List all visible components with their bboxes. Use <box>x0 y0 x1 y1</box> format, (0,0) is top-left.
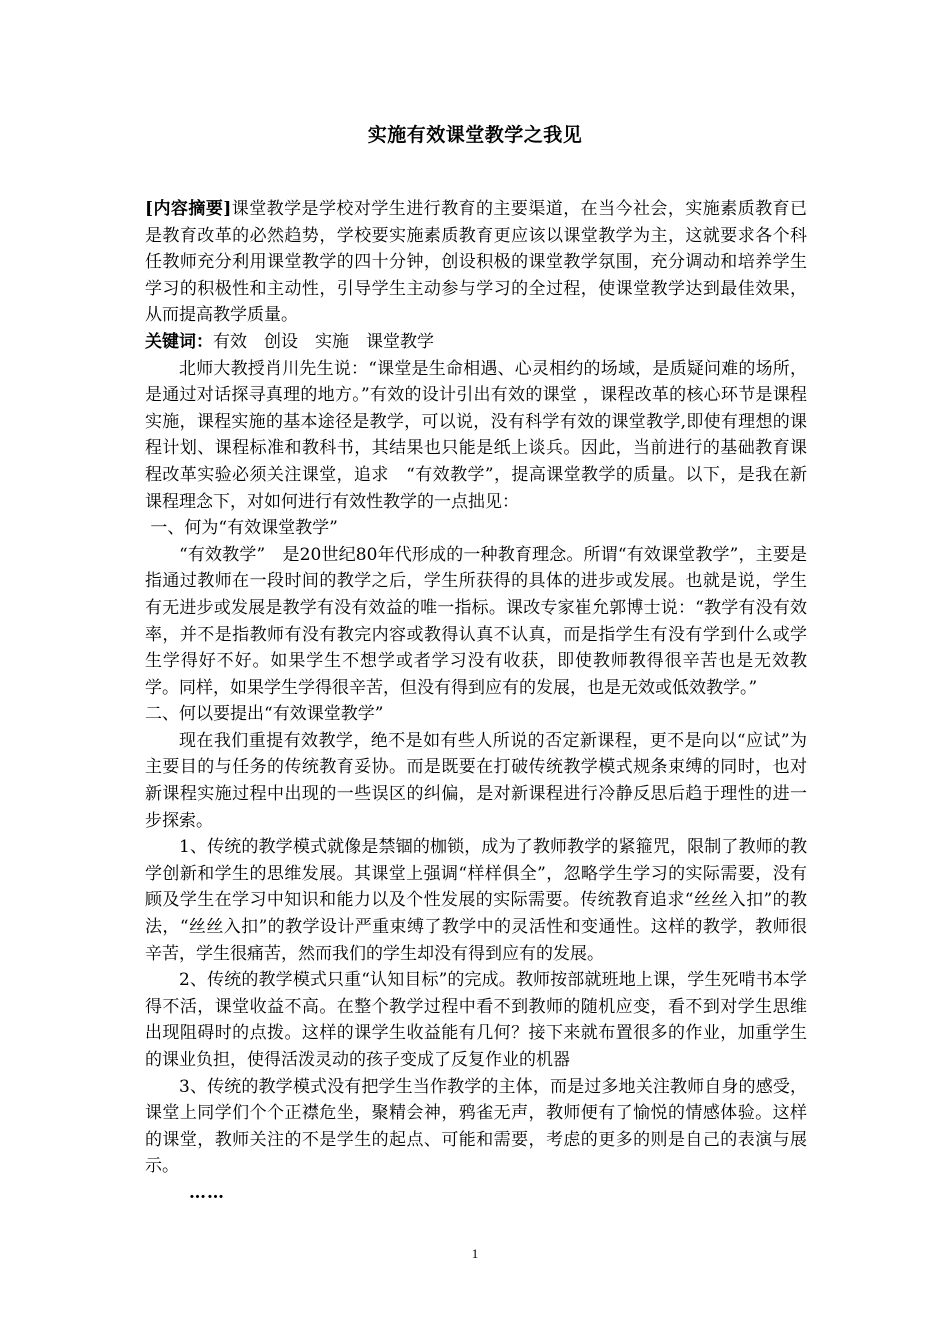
section-2-paragraph: 1、传统的教学模式就像是禁锢的枷锁，成为了教师教学的紧箍咒，限制了教师的教学创新和学生的思维发展。其课堂上强调“样样俱全”，忽略学生学习的实际需要，没有顾及学生在学习中知识和能力以及个性发展的实际需要。传统教育追求“丝丝入扣”的教法，“丝丝入扣”的教学设计严重束缚了教学中的灵活性和变通性。这样的教学，教师很辛苦，学生很痛苦，然而我们的学生却没有得到应有的发展。 <box>145 837 807 964</box>
keywords-text: 有效 创设 实施 课堂教学 <box>213 331 434 352</box>
section-1-paragraph: “有效教学” 是20世纪80年代形成的一种教育理念。所谓“有效课堂教学”，主要是指通过教师在一段时间的教学之后，学生所获得的具体的进步或发展。也就是说，学生有无进步或发展是教学有没有效益的唯一指标。课改专家崔允郭博士说：“教学有没有效率，并不是指教师有没有教完内容或教得认真不认真，而是指学生有没有学到什么或学生学得好不好。如果学生不想学或者学习没有收获，即使教师教得很辛苦也是无效教学。同样，如果学生学得很辛苦，但没有得到应有的发展，也是无效或低效教学。” <box>145 544 807 698</box>
intro-paragraph: 北师大教授肖川先生说：“课堂是生命相遇、心灵相约的场域，是质疑问难的场所，是通过对话探寻真理的地方。”有效的设计引出有效的课堂 ，课程改革的核心环节是课程实施，课程实施的基本途径是教学，可以说，没有科学有效的课堂教学,即使有理想的课程计划、课程标准和教科书，其结果也只能是纸上谈兵。因此，当前进行的基础教育课程改革实验必须关注课堂，追求 “有效教学”，提高课堂教学的质量。以下，是我在新课程理念下，对如何进行有效性教学的一点拙见： <box>145 358 807 512</box>
keywords-line <box>145 329 807 356</box>
keywords-label: 关键词： <box>145 331 213 352</box>
abstract-paragraph <box>145 196 807 329</box>
section-2-paragraph: 现在我们重提有效教学，绝不是如有些人所说的否定新课程，更不是向以“应试”为主要目的与任务的传统教育妥协。而是既要在打破传统教学模式规条束缚的同时，也对新课程实施过程中出现的一些误区的纠偏，是对新课程进行冷静反思后趋于理性的进一步探索。 <box>145 730 807 831</box>
page-number: 1 <box>471 1246 479 1261</box>
section-2-paragraph: 2、传统的教学模式只重“认知目标”的完成。教师按部就班地上课，学生死啃书本学得不活，课堂收益不高。在整个教学过程中看不到教师的随机应变，看不到对学生思维出现阻碍时的点拨。这样的课学生收益能有几何？接下来就布置很多的作业，加重学生的课业负担，使得活泼灵动的孩子变成了反复作业的机器 <box>145 970 807 1070</box>
document-title: 实施有效课堂教学之我见 <box>367 124 583 146</box>
section-2-paragraph: 3、传统的教学模式没有把学生当作教学的主体，而是过多地关注教师自身的感受，课堂上同学们个个正襟危坐，聚精会神，鸦雀无声，教师便有了愉悦的情感体验。这样的课堂，教师关注的不是学生的起点、可能和需要，考虑的更多的则是自己的表演与展示。 <box>145 1076 807 1177</box>
abstract-text: 课堂教学是学校对学生进行教育的主要渠道，在当今社会，实施素质教育已是教育改革的必然趋势，学校要实施素质教育更应该以课堂教学为主，这就要求各个科任教师充分利用课堂教学的四十分钟，创设积极的课堂教学氛围，充分调动和培养学生学习的积极性和主动性，引导学生主动参与学习的全过程，使课堂教学达到最佳效果，从而提高教学质量。 <box>145 199 807 326</box>
abstract-label: [内容摘要] <box>145 199 232 219</box>
section-1-heading: 一、何为“有效课堂教学” <box>145 518 338 539</box>
section-2-heading: 二、何以要提出“有效课堂教学” <box>145 704 384 725</box>
ellipsis: …… <box>189 1182 225 1203</box>
document-body <box>145 196 807 1207</box>
